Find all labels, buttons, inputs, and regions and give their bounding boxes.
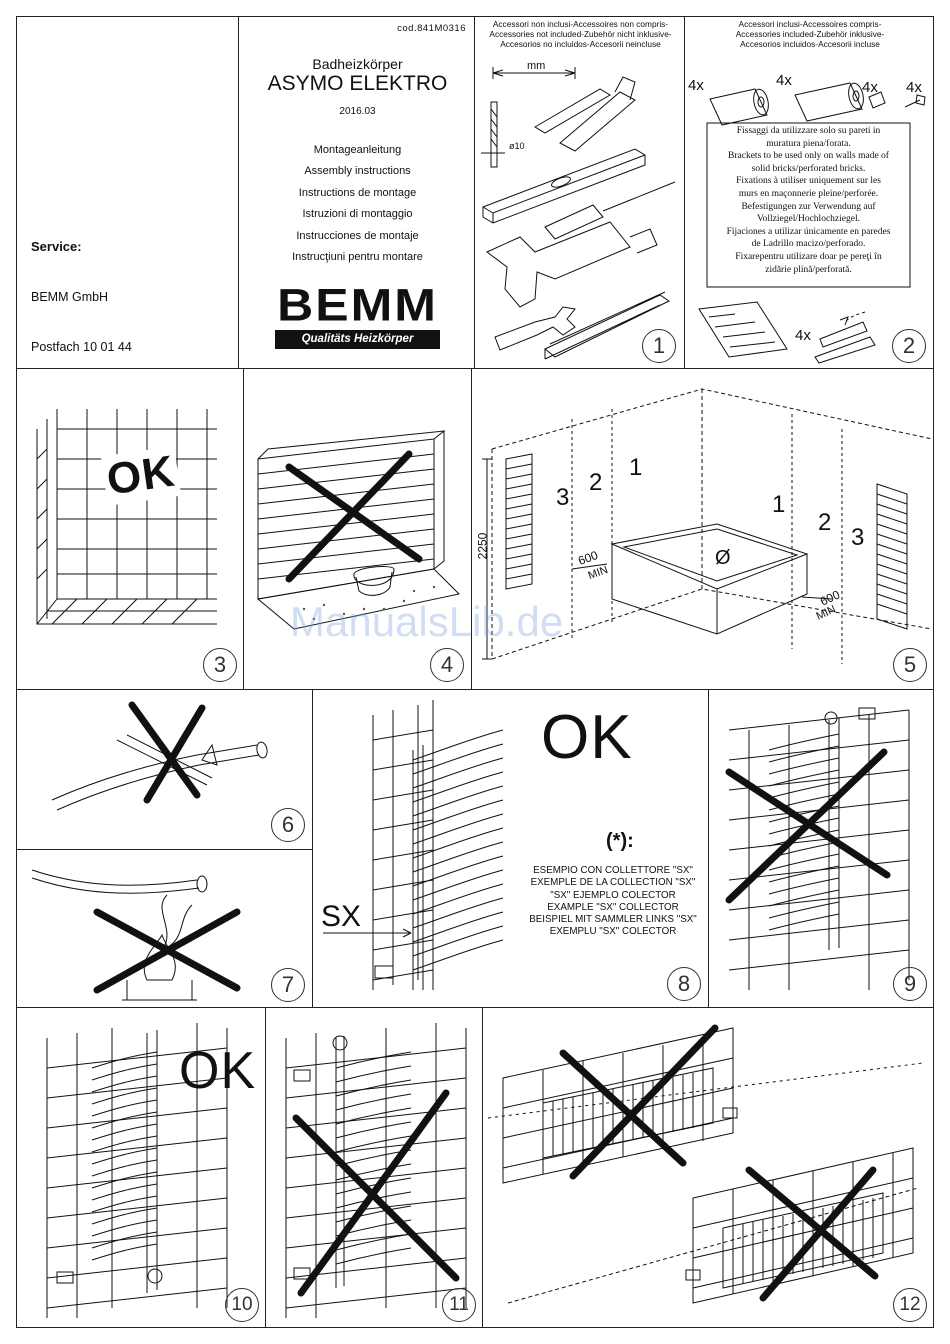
step-number-3: 3 bbox=[203, 648, 237, 682]
drill-bit-icon bbox=[491, 102, 497, 167]
panel-correct-mount bbox=[16, 1007, 266, 1328]
product-title: ASYMO ELEKTRO bbox=[267, 72, 448, 95]
accessories-header-line: Accessories included-Zubehör inklusive- bbox=[735, 29, 885, 39]
tiled-wall-illustration bbox=[17, 369, 244, 690]
radiator-tubes bbox=[413, 730, 503, 970]
spacer-long-icon bbox=[795, 83, 862, 121]
panel-no-bend-pipe bbox=[16, 689, 313, 850]
wall-socket-icon bbox=[375, 966, 393, 978]
manual-language-list bbox=[239, 140, 475, 268]
step-number-7: 7 bbox=[271, 968, 305, 1002]
radiator-sx-illustration bbox=[313, 690, 709, 1008]
qty-spacer-long: 4x bbox=[776, 72, 792, 89]
logo-tagline: Qualitäts Heizkörper bbox=[275, 330, 440, 349]
bolt-icon bbox=[905, 95, 925, 107]
allen-key-icon bbox=[535, 89, 610, 133]
sx-label: SX bbox=[321, 900, 362, 933]
screwdriver-icon bbox=[545, 182, 675, 239]
panel-accessories bbox=[684, 16, 934, 369]
grub-screw-icon bbox=[869, 92, 885, 108]
service-heading: Service: bbox=[31, 239, 82, 254]
tools-illustration bbox=[475, 17, 685, 369]
radiator-horizontal-illustration bbox=[483, 1008, 934, 1328]
wrench-icon bbox=[495, 307, 575, 350]
wall-socket-icon bbox=[294, 1070, 310, 1081]
zone-right-2: 2 bbox=[818, 509, 832, 536]
step-number-4: 4 bbox=[430, 648, 464, 682]
notice-line: Befestigungen zur Verwendung auf bbox=[741, 201, 876, 212]
accessories-header-line: Accessori inclusi-Accessoires compris- bbox=[738, 19, 882, 29]
manual-title-en: Assembly instructions bbox=[304, 165, 411, 178]
radiator-wrong-illustration bbox=[709, 690, 934, 1008]
service-company: BEMM GmbH bbox=[31, 290, 109, 304]
service-panel bbox=[16, 16, 239, 369]
wall-notice-text bbox=[707, 125, 910, 276]
edition-date: 2016.03 bbox=[339, 106, 376, 117]
panel-tiled-wall bbox=[16, 368, 244, 690]
qty-spacer-short: 4x bbox=[688, 77, 704, 94]
wall-socket-icon bbox=[859, 708, 875, 719]
tape-measure-label: mm bbox=[527, 60, 546, 72]
product-subtitle: Badheizkörper bbox=[312, 56, 403, 72]
wall-sketch bbox=[699, 302, 787, 357]
notice-line: de Ladrillo macizo/perforado. bbox=[751, 239, 866, 250]
bucket-icon bbox=[354, 567, 394, 586]
step-number-1: 1 bbox=[642, 329, 676, 363]
spirit-level-icon bbox=[483, 149, 645, 223]
bemm-logo bbox=[275, 279, 440, 348]
tools-header-line: Accessori non inclusi-Accessoires non compris- bbox=[492, 19, 669, 29]
accessories-header-line: Accesorios incluidos-Accesorii incluse bbox=[740, 39, 880, 49]
notice-line: murs en maçonnerie pleine/perforée. bbox=[738, 188, 879, 199]
watermark: ManualsLib.de bbox=[290, 598, 564, 645]
qty-bolt: 4x bbox=[906, 79, 922, 96]
manual-title-es: Instrucciones de montaje bbox=[296, 229, 419, 242]
manual-title-ro: Instrucţiuni pentru montare bbox=[292, 251, 423, 264]
sx-example-ro: EXEMPLU "SX" COLECTOR bbox=[549, 926, 677, 938]
notice-line: zidărie plină/perforată. bbox=[765, 264, 852, 275]
qty-grub-screw: 4x bbox=[862, 79, 878, 96]
step-number-8: 8 bbox=[667, 967, 701, 1001]
service-postbox: Postfach 10 01 44 bbox=[31, 339, 132, 354]
notice-line: Fissaggi da utilizzare solo su pareti in bbox=[736, 126, 881, 136]
sx-example-de: BEISPIEL MIT SAMMLER LINKS "SX" bbox=[529, 914, 697, 926]
distance-left-min: MIN bbox=[586, 563, 610, 583]
zone-right-1: 1 bbox=[772, 491, 786, 518]
distance-right: 600 bbox=[817, 587, 843, 609]
zone-left-1: 1 bbox=[629, 454, 643, 481]
manual-title-it: Istruzioni di montaggio bbox=[302, 208, 413, 221]
logo-word: BEMM bbox=[277, 279, 438, 331]
step-number-11: 11 bbox=[442, 1288, 476, 1322]
ok-mark: OK bbox=[101, 446, 181, 506]
notice-line: Fixarepentru utilizare doar pe pereţi în bbox=[735, 251, 882, 262]
sx-example-fr: EXEMPLE DE LA COLLECTION "SX" bbox=[530, 877, 696, 889]
title-panel bbox=[238, 16, 475, 369]
wall-screw-icon bbox=[815, 337, 875, 363]
panel-wrong-orientation bbox=[708, 689, 934, 1008]
step-number-9: 9 bbox=[893, 967, 927, 1001]
zone-left-3: 3 bbox=[556, 484, 570, 511]
panel-tools bbox=[474, 16, 685, 369]
zone-left-2: 2 bbox=[589, 469, 603, 496]
sx-example-en: EXAMPLE "SX" COLLECTOR bbox=[547, 901, 679, 913]
wall-socket-icon bbox=[723, 1108, 737, 1118]
bathtub-icon bbox=[612, 524, 807, 589]
bent-cable-illustration bbox=[17, 690, 313, 850]
zone-zero: Ø bbox=[715, 547, 731, 569]
panel-collector-sx bbox=[312, 689, 709, 1008]
manual-title-de: Montageanleitung bbox=[313, 144, 402, 156]
ok-mark: OK bbox=[179, 1042, 257, 1100]
panel-wrong-collector-top bbox=[265, 1007, 483, 1328]
panel-wrong-horizontal bbox=[482, 1007, 934, 1328]
sx-example-es: "SX" EJEMPLO COLECTOR bbox=[550, 889, 676, 901]
distance-left: 600 bbox=[576, 547, 600, 569]
step-number-10: 10 bbox=[225, 1288, 259, 1322]
document-code: cod.841M0316 bbox=[397, 23, 466, 34]
heated-cable-illustration bbox=[17, 850, 313, 1008]
service-address bbox=[31, 256, 197, 369]
step-number-2: 2 bbox=[892, 329, 926, 363]
allen-key-large-icon bbox=[560, 77, 635, 151]
notice-line: Fijaciones a utilizar únicamente en paredes bbox=[726, 226, 891, 237]
sx-example-it: ESEMPIO CON COLLETTORE "SX" bbox=[533, 865, 693, 876]
notice-line: muratura piena/forata. bbox=[766, 138, 851, 149]
notice-line: Vollziegel/Hochlochziegel. bbox=[757, 214, 860, 225]
zone-right-3: 3 bbox=[851, 524, 865, 551]
notice-line: Fixations à utiliser uniquement sur les bbox=[736, 176, 881, 187]
power-drill-icon bbox=[487, 222, 630, 307]
qty-wall-plug: 4x bbox=[795, 327, 811, 344]
sx-example-list bbox=[513, 865, 709, 939]
height-dimension: 2250 bbox=[475, 532, 490, 560]
tools-header-line: Accesorios no incluidos-Accesorii neincluse bbox=[500, 39, 661, 49]
manual-title-fr: Instructions de montage bbox=[298, 186, 417, 199]
notice-line: Brackets to be used only on walls made of bbox=[728, 151, 889, 162]
distance-right-min: MIN bbox=[814, 603, 838, 623]
radiator-wrong-top-illustration bbox=[266, 1008, 483, 1328]
step-number-12: 12 bbox=[893, 1288, 927, 1322]
wall-socket-icon bbox=[57, 1272, 73, 1283]
notice-line: solid bricks/perforated bricks. bbox=[751, 163, 866, 174]
step-number-5: 5 bbox=[893, 648, 927, 682]
panel-no-heat-cable bbox=[16, 849, 313, 1008]
step-number-6: 6 bbox=[271, 808, 305, 842]
cross-mark bbox=[132, 705, 197, 795]
asterisk-note: (*): bbox=[606, 830, 634, 852]
tools-header-line: Accessories not included-Zubehör nicht inklusive- bbox=[489, 29, 672, 39]
drill-diameter-label: ø10 bbox=[509, 141, 525, 151]
wall-plug-icon bbox=[820, 322, 867, 347]
spacer-short-icon bbox=[710, 89, 767, 125]
ok-mark: OK bbox=[541, 703, 633, 772]
